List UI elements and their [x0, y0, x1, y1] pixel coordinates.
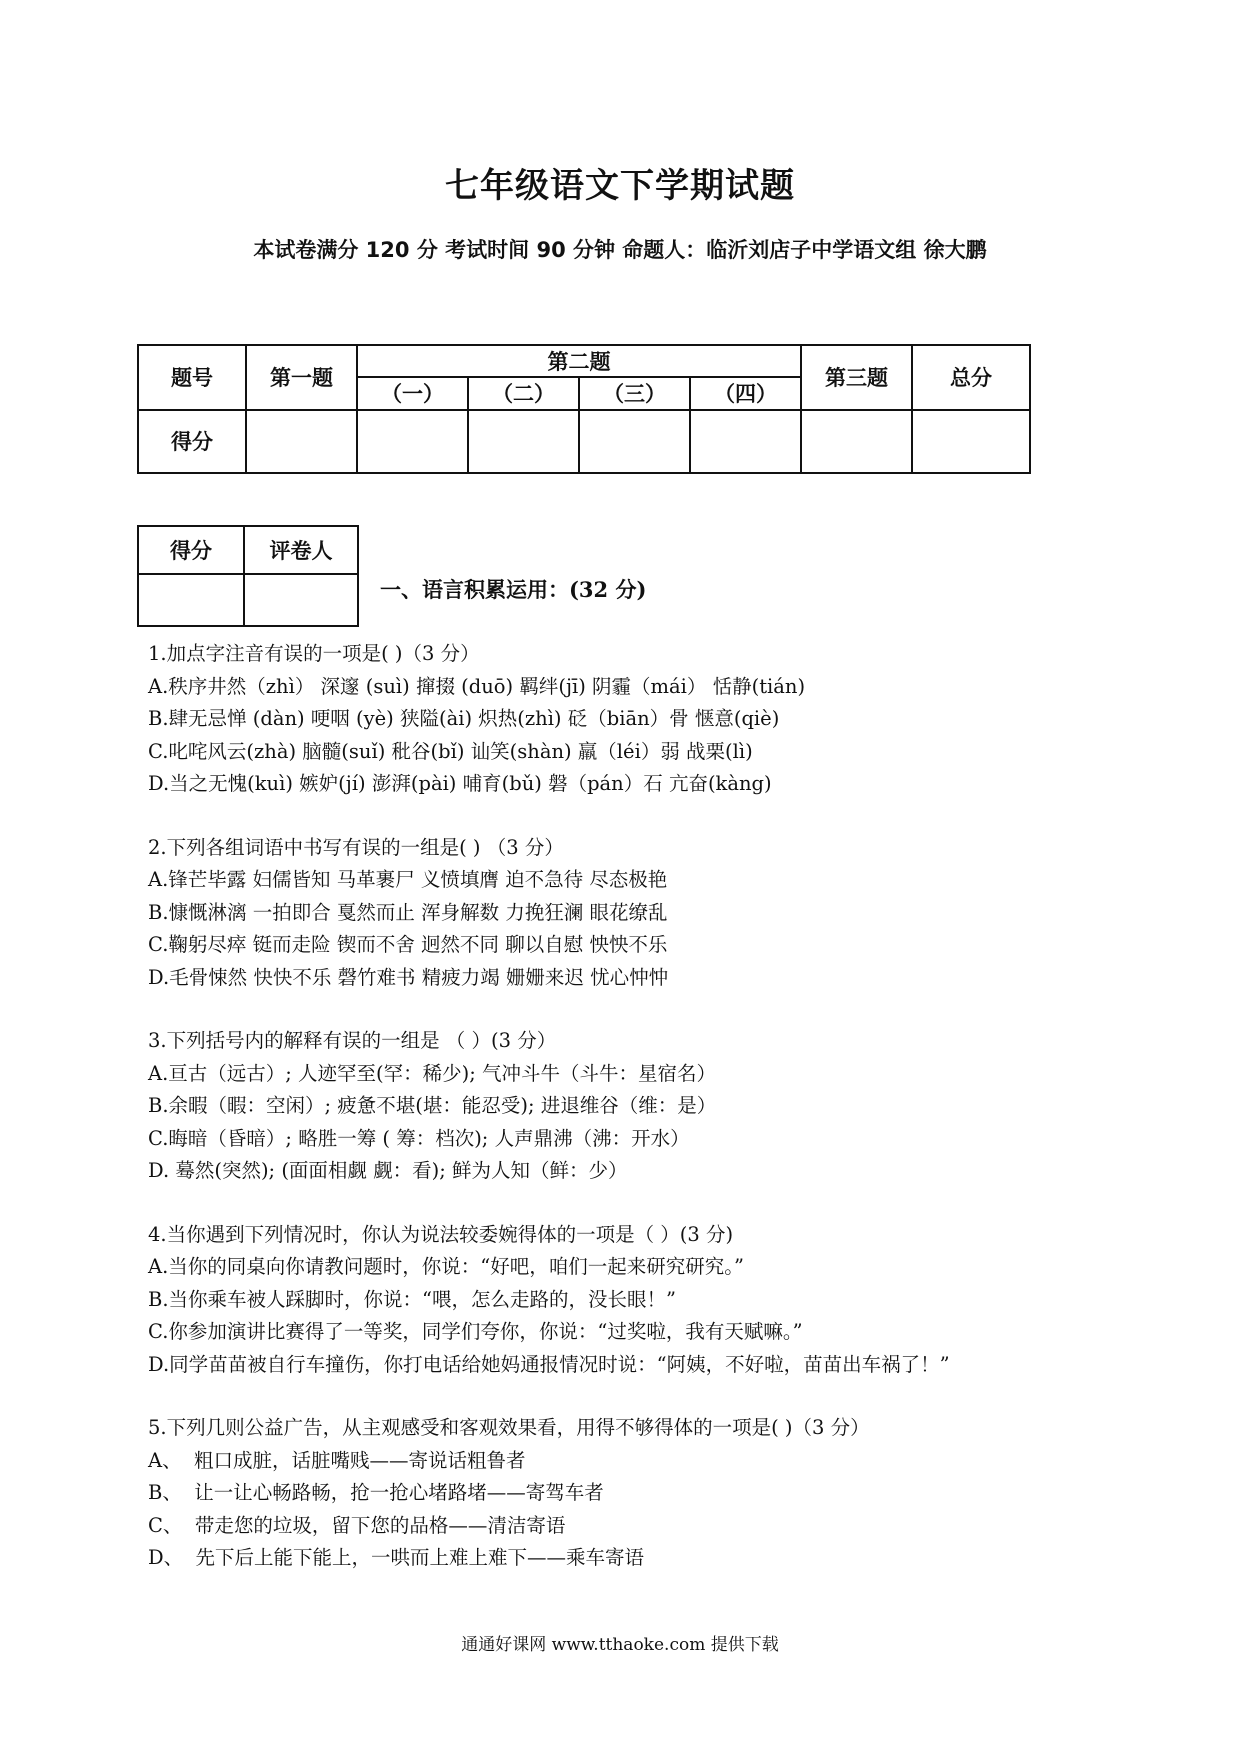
question-stem: 3.下列括号内的解释有误的一组是 （ ）(3 分） — [148, 1029, 557, 1052]
option-c: C.叱咤风云(zhà) 脑髓(suǐ) 秕谷(bǐ) 讪笑(shàn) 羸（léi）弱 战栗(lì) — [148, 739, 753, 763]
score-cell-total[interactable] — [912, 410, 1030, 474]
option-b: B.慷慨淋漓 一拍即合 戛然而止 浑身解数 力挽狂澜 眼花缭乱 — [148, 900, 668, 924]
page-title: 七年级语文下学期试题 — [445, 166, 795, 206]
option-a: A.亘古（远古）; 人迹罕至(罕：稀少); 气冲斗牛（斗牛：星宿名） — [148, 1061, 717, 1085]
question-1 — [148, 638, 1108, 801]
score-subheader-3: （三） — [579, 377, 690, 409]
option-b: B.余暇（暇：空闲）; 疲惫不堪(堪：能忍受); 进退维谷（维：是） — [148, 1094, 717, 1117]
score-cell-third[interactable] — [801, 410, 912, 474]
score-cell-first[interactable] — [246, 410, 357, 474]
score-table — [137, 344, 1031, 474]
option-b: B、 让一让心畅路畅，抢一抢心堵路堵——寄驾车者 — [148, 1481, 604, 1504]
option-b: B.肆无忌惮 (dàn) 哽咽 (yè) 狭隘(ài) 炽热(zhì) 砭（biān）骨 惬意(qiè) — [148, 707, 780, 730]
question-5 — [148, 1412, 1108, 1575]
grader-name-cell[interactable] — [244, 574, 358, 626]
option-b: B.当你乘车被人踩脚时，你说：“喂，怎么走路的，没长眼！” — [148, 1287, 676, 1311]
footer-credit: 通通好课网 www.tthaoke.com 提供下载 — [461, 1635, 779, 1655]
grader-score-label: 得分 — [138, 526, 244, 574]
option-a: A.锋芒毕露 妇儒皆知 马革裹尸 义愤填膺 迫不急待 尽态极艳 — [148, 868, 668, 891]
option-c: C.晦暗（昏暗）; 略胜一筹 ( 筹：档次); 人声鼎沸（沸：开水） — [148, 1126, 690, 1150]
option-a: A.当你的同桌向你请教问题时，你说：“好吧，咱们一起来研究研究。” — [148, 1255, 744, 1278]
score-cell-second-3[interactable] — [579, 410, 690, 474]
section-heading: 一、语言积累运用：(32 分) — [380, 577, 647, 602]
option-d: D.当之无愧(kuì) 嫉妒(jí) 澎湃(pài) 哺育(bǔ) 磐（pán）石 亢奋(kàng) — [148, 772, 772, 795]
score-cell-second-2[interactable] — [468, 410, 579, 474]
question-stem: 2.下列各组词语中书写有误的一组是( ) （3 分） — [148, 835, 564, 859]
option-c: C.你参加演讲比赛得了一等奖，同学们夸你，你说：“过奖啦，我有天赋嘛。” — [148, 1320, 803, 1343]
option-d: D. 蓦然(突然); (面面相觑 觑：看); 鲜为人知（鲜：少） — [148, 1159, 628, 1182]
question-4 — [148, 1219, 1108, 1382]
score-cell-second-1[interactable] — [357, 410, 468, 474]
option-d: D.毛骨悚然 快快不乐 磬竹难书 精疲力竭 姗姗来迟 忧心忡忡 — [148, 965, 669, 989]
score-subheader-4: （四） — [690, 377, 801, 409]
question-2 — [148, 832, 1108, 995]
score-subheader-2: （二） — [468, 377, 579, 409]
option-d: D.同学苗苗被自行车撞伤，你打电话给她妈通报情况时说：“阿姨，不好啦，苗苗出车祸了！” — [148, 1352, 950, 1376]
score-row-label: 得分 — [138, 410, 246, 474]
score-header-second: 第二题 — [357, 345, 801, 377]
score-header-third: 第三题 — [801, 345, 912, 410]
score-subheader-1: （一） — [357, 377, 468, 409]
option-d: D、 先下后上能下能上，一哄而上难上难下——乘车寄语 — [148, 1546, 645, 1569]
grader-name-label: 评卷人 — [244, 526, 358, 574]
question-3 — [148, 1025, 1108, 1188]
option-c: C、 带走您的垃圾，留下您的品格——清洁寄语 — [148, 1513, 566, 1537]
score-cell-second-4[interactable] — [690, 410, 801, 474]
question-stem: 4.当你遇到下列情况时，你认为说法较委婉得体的一项是（ ）(3 分) — [148, 1222, 734, 1246]
grader-score-cell[interactable] — [138, 574, 244, 626]
score-header-question: 题号 — [138, 345, 246, 410]
question-stem: 5.下列几则公益广告，从主观感受和客观效果看，用得不够得体的一项是( )（3 分） — [148, 1416, 870, 1439]
score-header-first: 第一题 — [246, 345, 357, 410]
option-a: A.秩序井然（zhì） 深邃 (suì) 撺掇 (duō) 羁绊(jī) 阴霾（mái） 恬静(tián) — [148, 674, 806, 698]
question-list — [148, 638, 1108, 1606]
option-a: A、 粗口成脏，话脏嘴贱——寄说话粗鲁者 — [148, 1448, 526, 1472]
grader-table — [137, 525, 359, 627]
exam-info: 本试卷满分 120 分 考试时间 90 分钟 命题人：临沂刘店子中学语文组 徐大鹏 — [253, 238, 987, 262]
option-c: C.鞠躬尽瘁 铤而走险 锲而不舍 迥然不同 聊以自慰 怏怏不乐 — [148, 933, 668, 956]
question-stem: 1.加点字注音有误的一项是( )（3 分） — [148, 642, 480, 665]
score-header-total: 总分 — [912, 345, 1030, 410]
